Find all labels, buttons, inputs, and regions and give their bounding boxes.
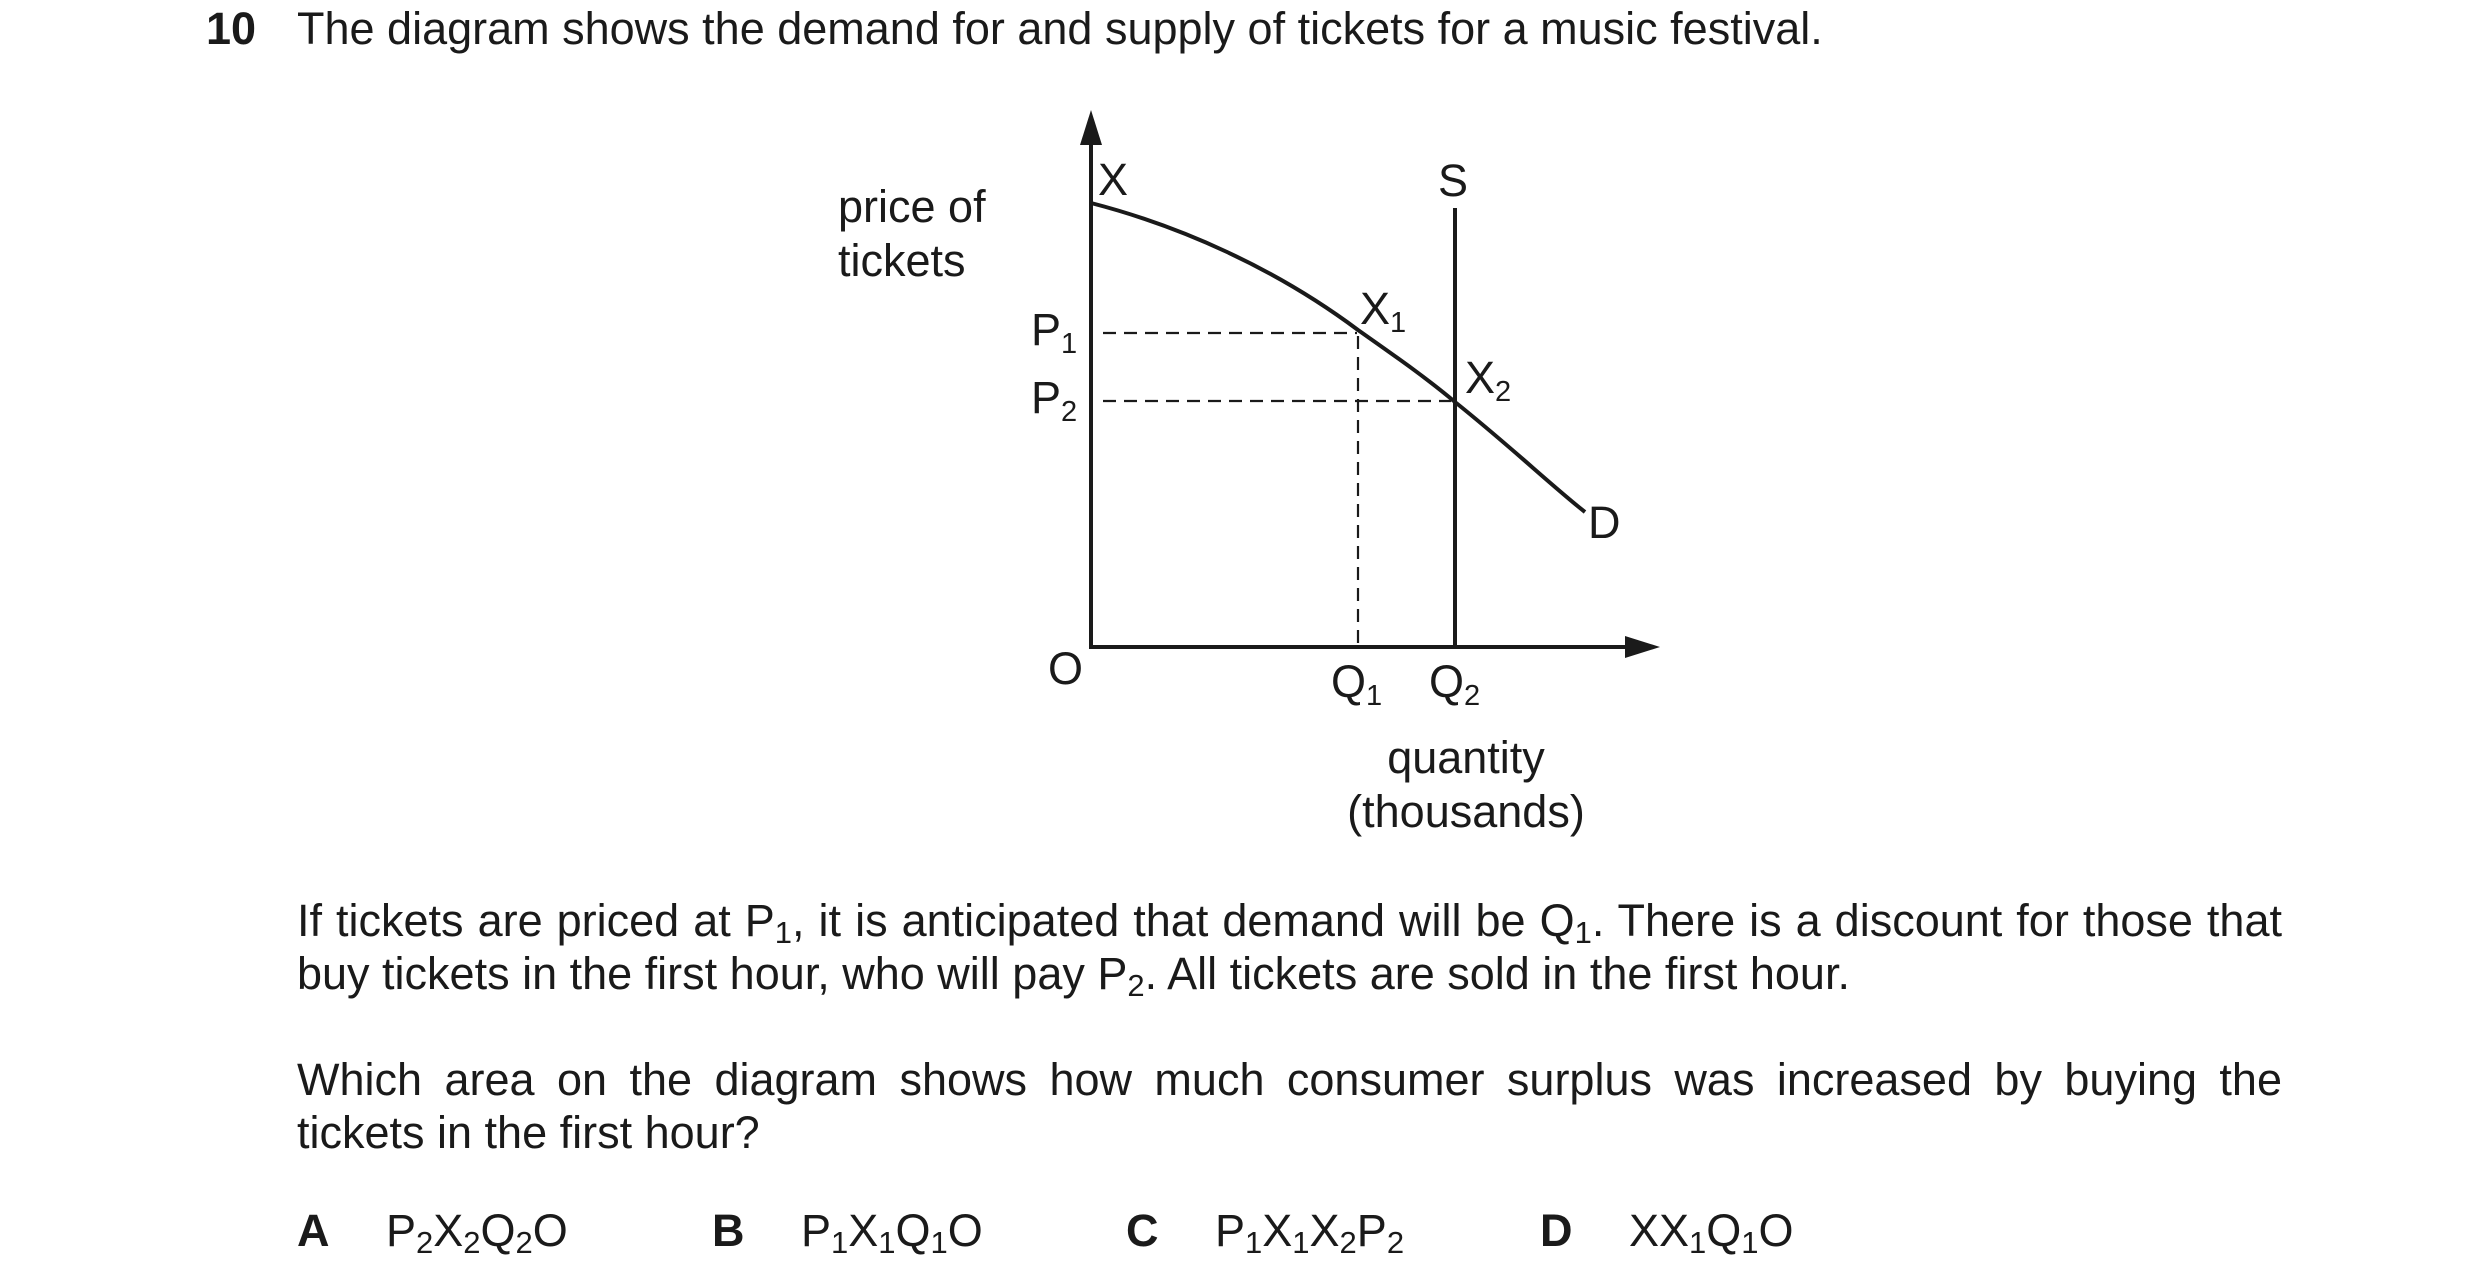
price-p2-label: P2 [1031,372,1078,428]
y-axis-label-line2: tickets [838,235,966,286]
demand-start-label: X [1098,154,1129,205]
y-axis-label-line1: price of [838,181,986,232]
option-a-text[interactable]: $P_2X_2Q_2O$ [386,1205,568,1260]
price-p1-label: P1 [1031,304,1078,360]
supply-label: S [1438,155,1469,206]
option-c-letter[interactable]: C [1126,1205,1159,1256]
x-axis-label-line2: (thousands) [1347,786,1585,837]
question-paragraph: Which area on the diagram shows how much consumer surplus was increased by buying the tickets in the first hour? [297,1054,2282,1158]
option-b-letter[interactable]: B [712,1205,745,1256]
option-b-text[interactable]: $P_1X_1Q_1O$ [801,1205,983,1260]
origin-label: O [1048,643,1084,694]
demand-label: D [1588,497,1621,548]
x-axis-arrowhead [1625,636,1660,658]
option-c-text[interactable]: $P_1X_1X_2P_2$ [1215,1205,1405,1260]
quantity-q2-label: Q2 [1429,656,1481,712]
quantity-q1-label: Q1 [1331,656,1383,712]
x-axis-label-line1: quantity [1387,732,1545,783]
demand-curve [1091,203,1585,512]
point-x1-label: X1 [1360,283,1407,339]
option-a-letter[interactable]: A [297,1205,330,1256]
y-axis-arrowhead [1080,110,1102,145]
question-stem: The diagram shows the demand for and supply of tickets for a music festival. [297,3,1823,54]
option-d-letter[interactable]: D [1540,1205,1573,1256]
point-x2-label: X2 [1465,352,1512,408]
option-d-text[interactable]: $XX_1Q_1O$ [1629,1205,1794,1260]
scenario-paragraph: If tickets are priced at $P_1$, it is anticipated that demand will be $Q_1$. There is a discount for those that buy tickets in the first hour, who will pay $P_2$. All tickets are sold in the first hour. [297,895,2282,1003]
question-number: 10 [206,3,257,54]
